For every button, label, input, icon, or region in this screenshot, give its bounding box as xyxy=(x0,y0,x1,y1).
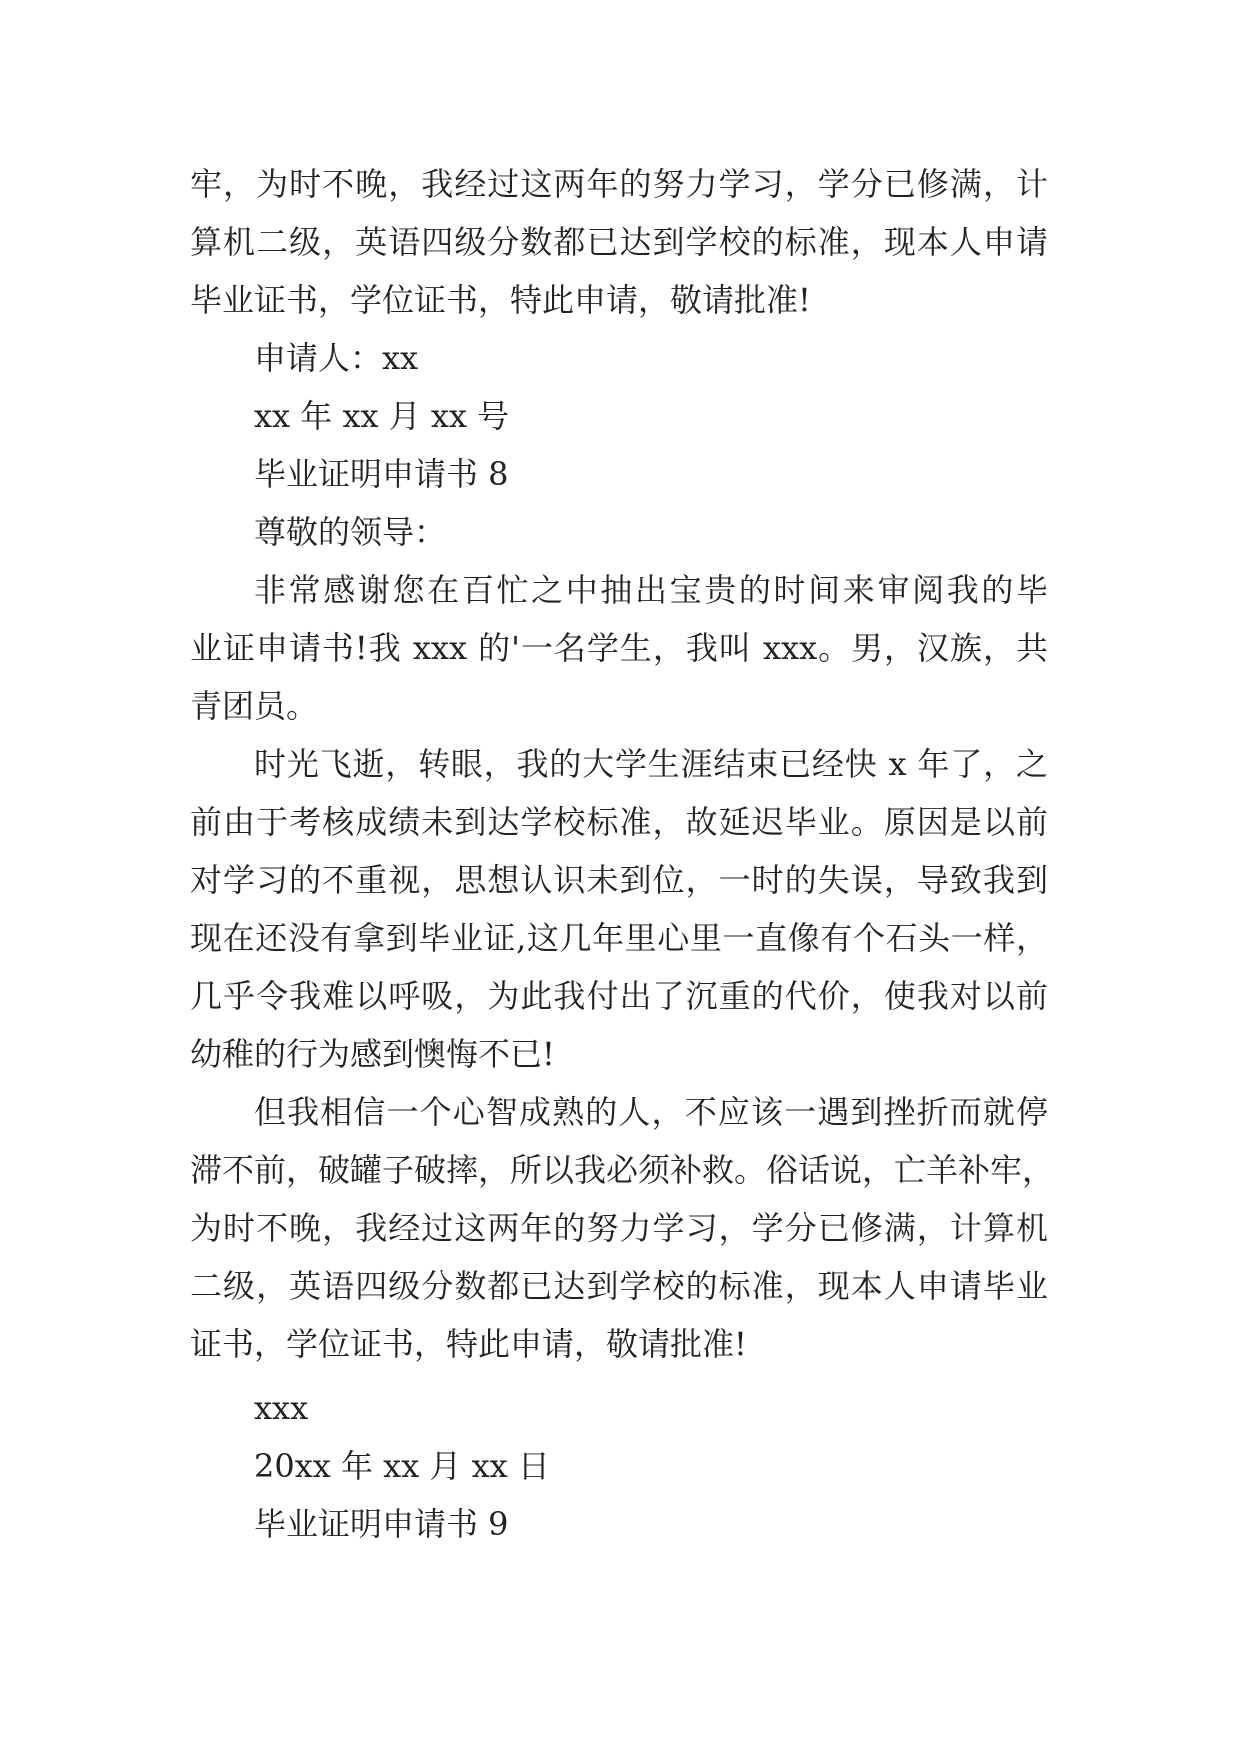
text-line: 时光飞逝，转眼，我的大学生涯结束已经快 x 年了，之 xyxy=(254,745,1048,783)
section-title: 毕业证明申请书 9 xyxy=(254,1505,509,1543)
text-line: 幼稚的行为感到懊悔不已! xyxy=(190,1035,555,1073)
text-line: 证书，学位证书，特此申请，敬请批准! xyxy=(190,1325,747,1363)
signature-line: xxx xyxy=(254,1389,309,1427)
text-line: 但我相信一个心智成熟的人，不应该一遇到挫折而就停 xyxy=(254,1093,1048,1131)
text-line: 前由于考核成绩未到达学校标准，故延迟毕业。原因是以前 xyxy=(190,803,1048,841)
text-line: 牢，为时不晚，我经过这两年的努力学习，学分已修满，计 xyxy=(190,165,1048,203)
text-line: 业证申请书!我 xxx 的'一名学生，我叫 xxx。男，汉族，共 xyxy=(190,629,1048,667)
text-line: 现在还没有拿到毕业证,这几年里心里一直像有个石头一样， xyxy=(190,919,1048,957)
date-line: 20xx 年 xx 月 xx 日 xyxy=(254,1447,550,1485)
salutation: 尊敬的领导： xyxy=(254,513,447,551)
applicant-line: 申请人：xx xyxy=(254,339,419,377)
text-line: 对学习的不重视，思想认识未到位，一时的失误，导致我到 xyxy=(190,861,1048,899)
text-line: 为时不晚，我经过这两年的努力学习，学分已修满，计算机 xyxy=(190,1209,1048,1247)
text-line: 几乎令我难以呼吸，为此我付出了沉重的代价，使我对以前 xyxy=(190,977,1048,1015)
text-line: 滞不前，破罐子破摔，所以我必须补救。俗话说，亡羊补牢， xyxy=(190,1151,1055,1189)
text-line: 毕业证书，学位证书，特此申请，敬请批准! xyxy=(190,281,811,319)
text-line: 青团员。 xyxy=(190,687,319,725)
date-line: xx 年 xx 月 xx 号 xyxy=(254,397,510,435)
section-title: 毕业证明申请书 8 xyxy=(254,455,509,493)
text-line: 算机二级，英语四级分数都已达到学校的标准，现本人申请 xyxy=(190,223,1048,261)
text-line: 二级，英语四级分数都已达到学校的标准，现本人申请毕业 xyxy=(190,1267,1048,1305)
text-line: 非常感谢您在百忙之中抽出宝贵的时间来审阅我的毕 xyxy=(254,571,1048,609)
